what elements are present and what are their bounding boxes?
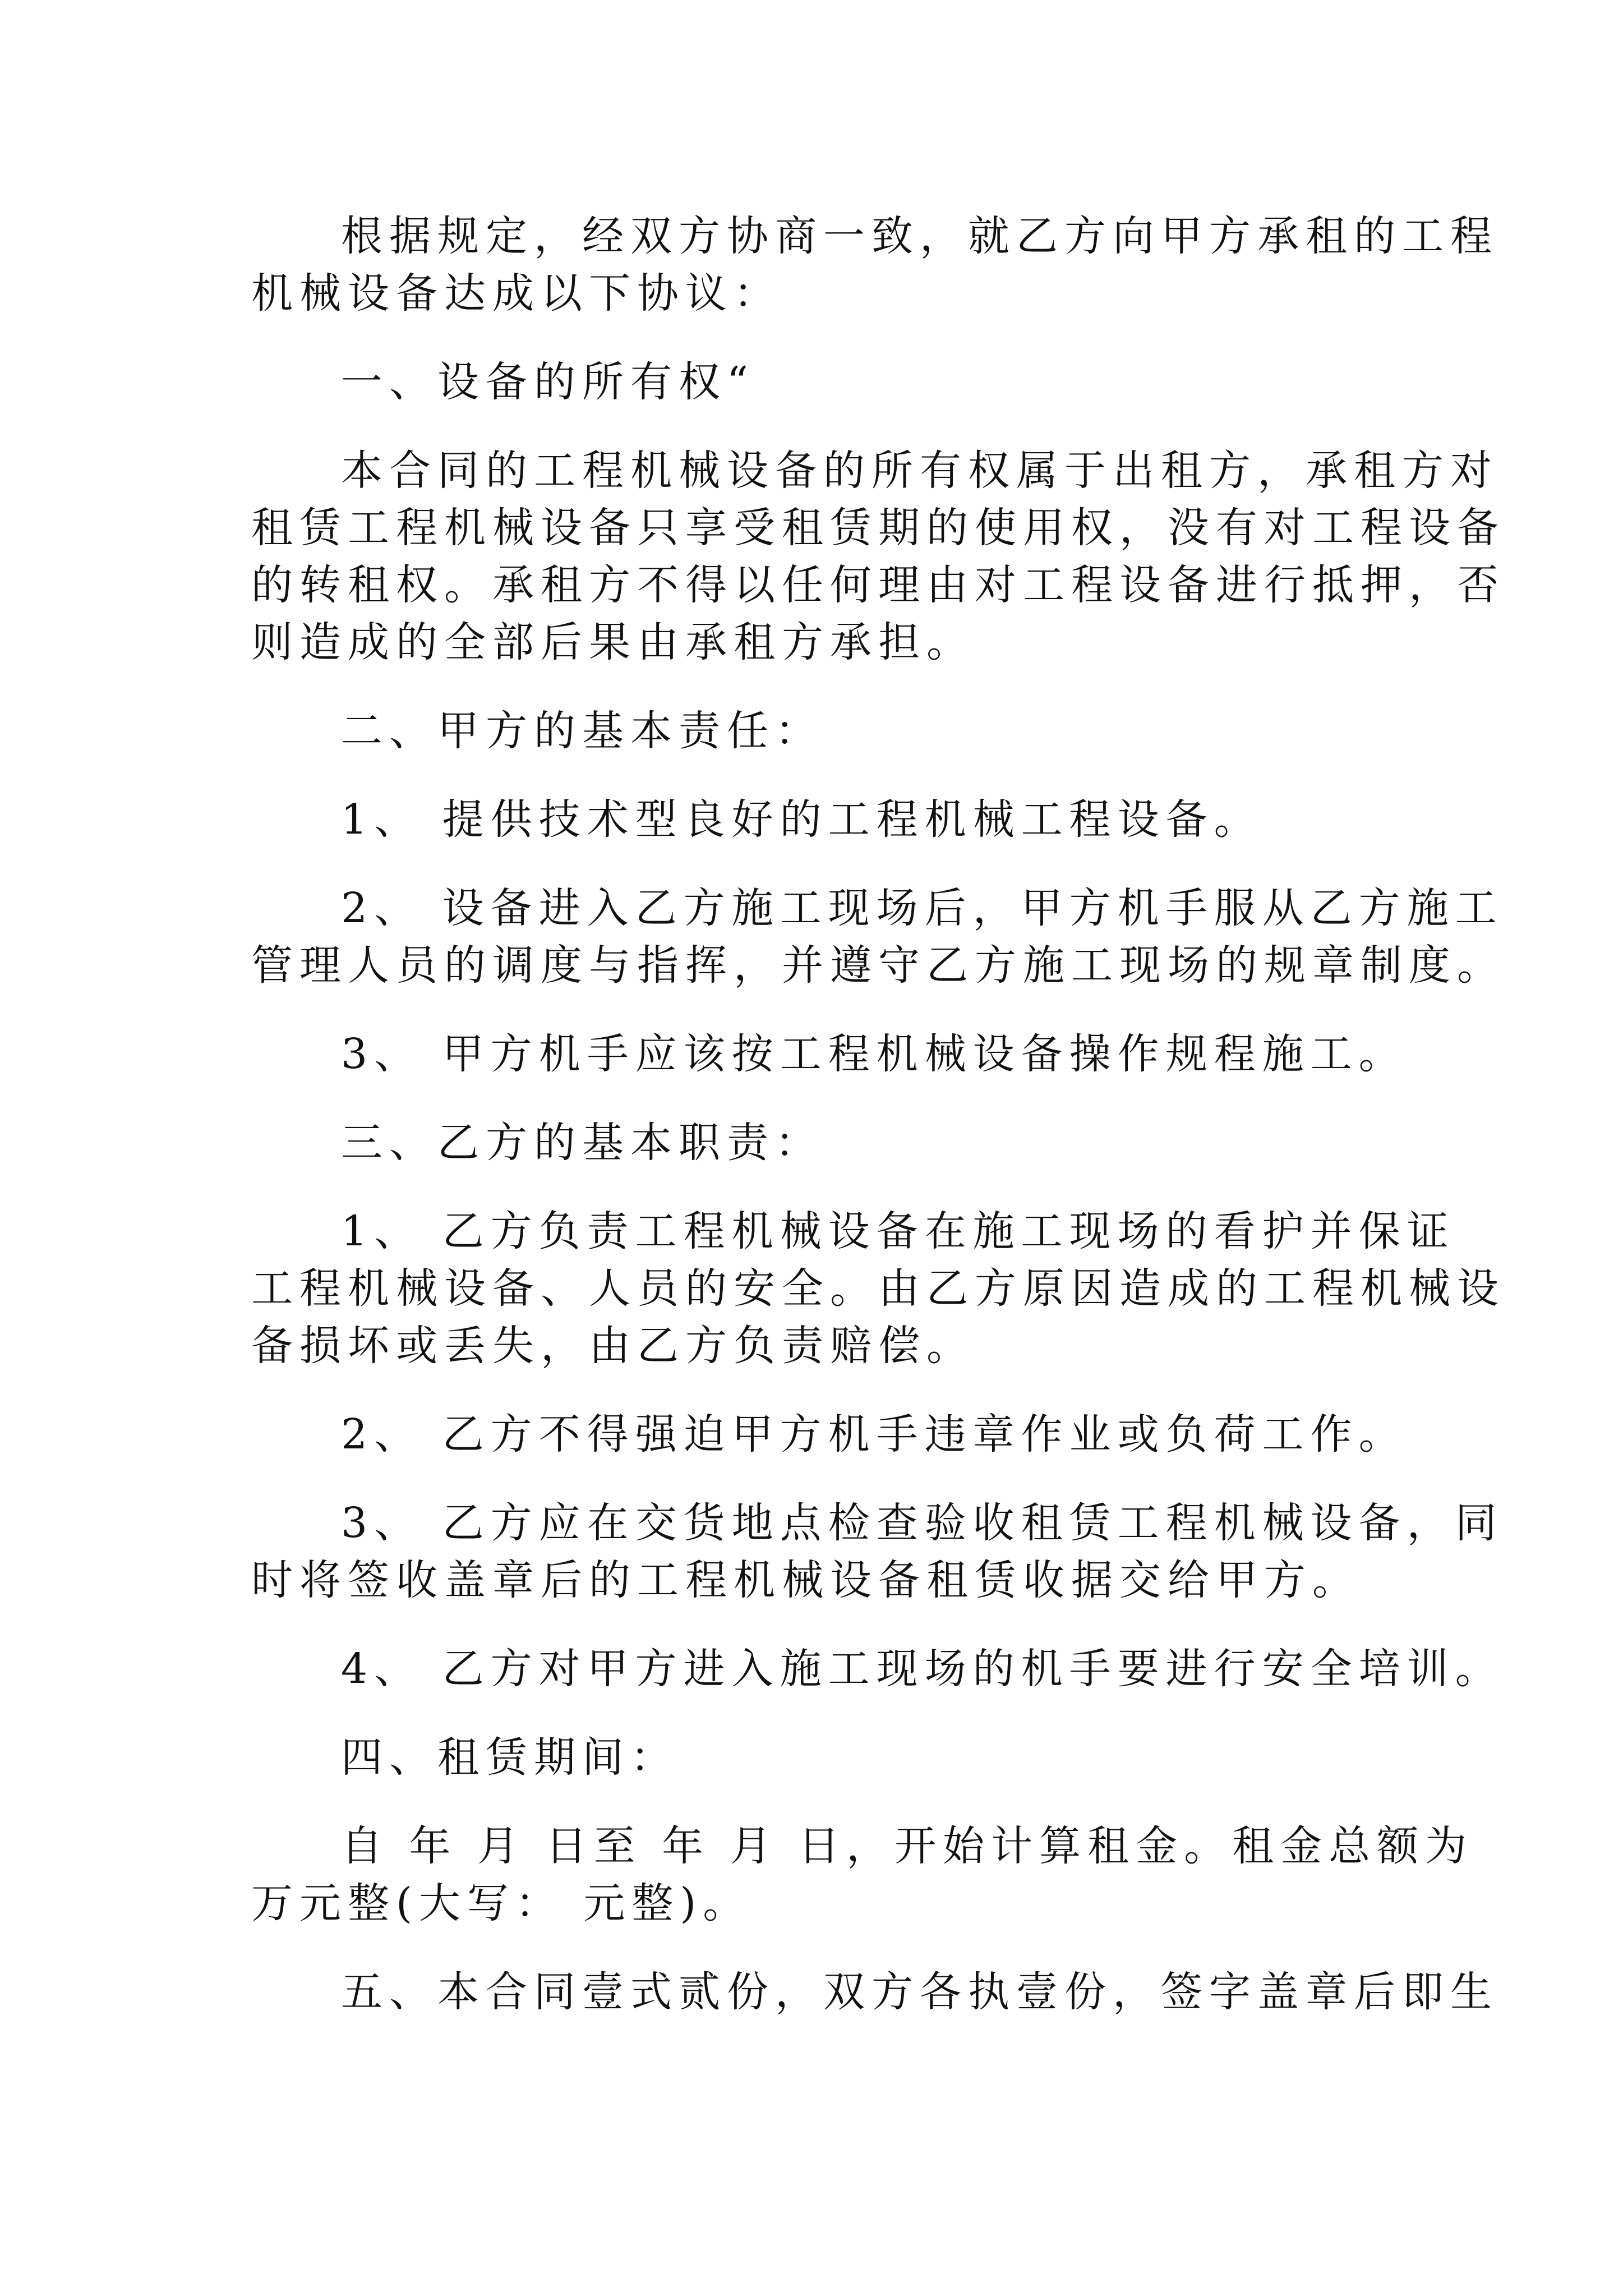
section-heading: 四、租赁期间： xyxy=(341,1733,679,1782)
paragraph-line: 时将签收盖章后的工程机械设备租赁收据交给甲方。 xyxy=(251,1556,1361,1604)
paragraph-line: 万元整(大写： 元整)。 xyxy=(251,1879,751,1927)
paragraph-line: 租赁工程机械设备只享受租赁期的使用权，没有对工程设备 xyxy=(251,504,1505,552)
paragraph-line: 工程机械设备、人员的安全。由乙方原因造成的工程机械设 xyxy=(251,1264,1505,1313)
paragraph-line: 则造成的全部后果由承租方承担。 xyxy=(251,618,975,666)
list-item: 3、 甲方机手应该按工程机械设备操作规程施工。 xyxy=(341,1030,1407,1078)
paragraph-line: 自 年 月 日至 年 月 日，开始计算租金。租金总额为 xyxy=(341,1822,1474,1870)
section-heading: 三、乙方的基本职责： xyxy=(341,1119,823,1167)
paragraph-line: 本合同的工程机械设备的所有权属于出租方，承租方对 xyxy=(341,447,1498,495)
paragraph-line: 的转租权。承租方不得以任何理由对工程设备进行抵押，否 xyxy=(251,561,1505,609)
list-item: 2、 设备进入乙方施工现场后，甲方机手服从乙方施工 xyxy=(341,884,1504,932)
paragraph-line: 机械设备达成以下协议： xyxy=(251,269,782,318)
paragraph-line: 备损坏或丢失，由乙方负责赔偿。 xyxy=(251,1322,975,1370)
list-item: 3、 乙方应在交货地点检查验收租赁工程机械设备，同 xyxy=(341,1499,1504,1547)
contract-text xyxy=(251,208,1505,2021)
paragraph-line: 管理人员的调度与指挥，并遵守乙方施工现场的规章制度。 xyxy=(251,941,1505,990)
list-item: 2、 乙方不得强迫甲方机手违章作业或负荷工作。 xyxy=(341,1410,1407,1458)
list-item: 1、 乙方负责工程机械设备在施工现场的看护并保证 xyxy=(341,1207,1455,1255)
list-item: 4、 乙方对甲方进入施工现场的机手要进行安全培训。 xyxy=(341,1645,1504,1693)
section-heading: 二、甲方的基本责任： xyxy=(341,707,823,755)
paragraph-line: 根据规定，经双方协商一致，就乙方向甲方承租的工程 xyxy=(341,212,1498,260)
list-item: 1、 提供技术型良好的工程机械工程设备。 xyxy=(341,795,1262,844)
section-heading: 一、设备的所有权“ xyxy=(341,358,755,406)
paragraph-line: 五、本合同壹式贰份，双方各执壹份，签字盖章后即生 xyxy=(341,1968,1498,2016)
